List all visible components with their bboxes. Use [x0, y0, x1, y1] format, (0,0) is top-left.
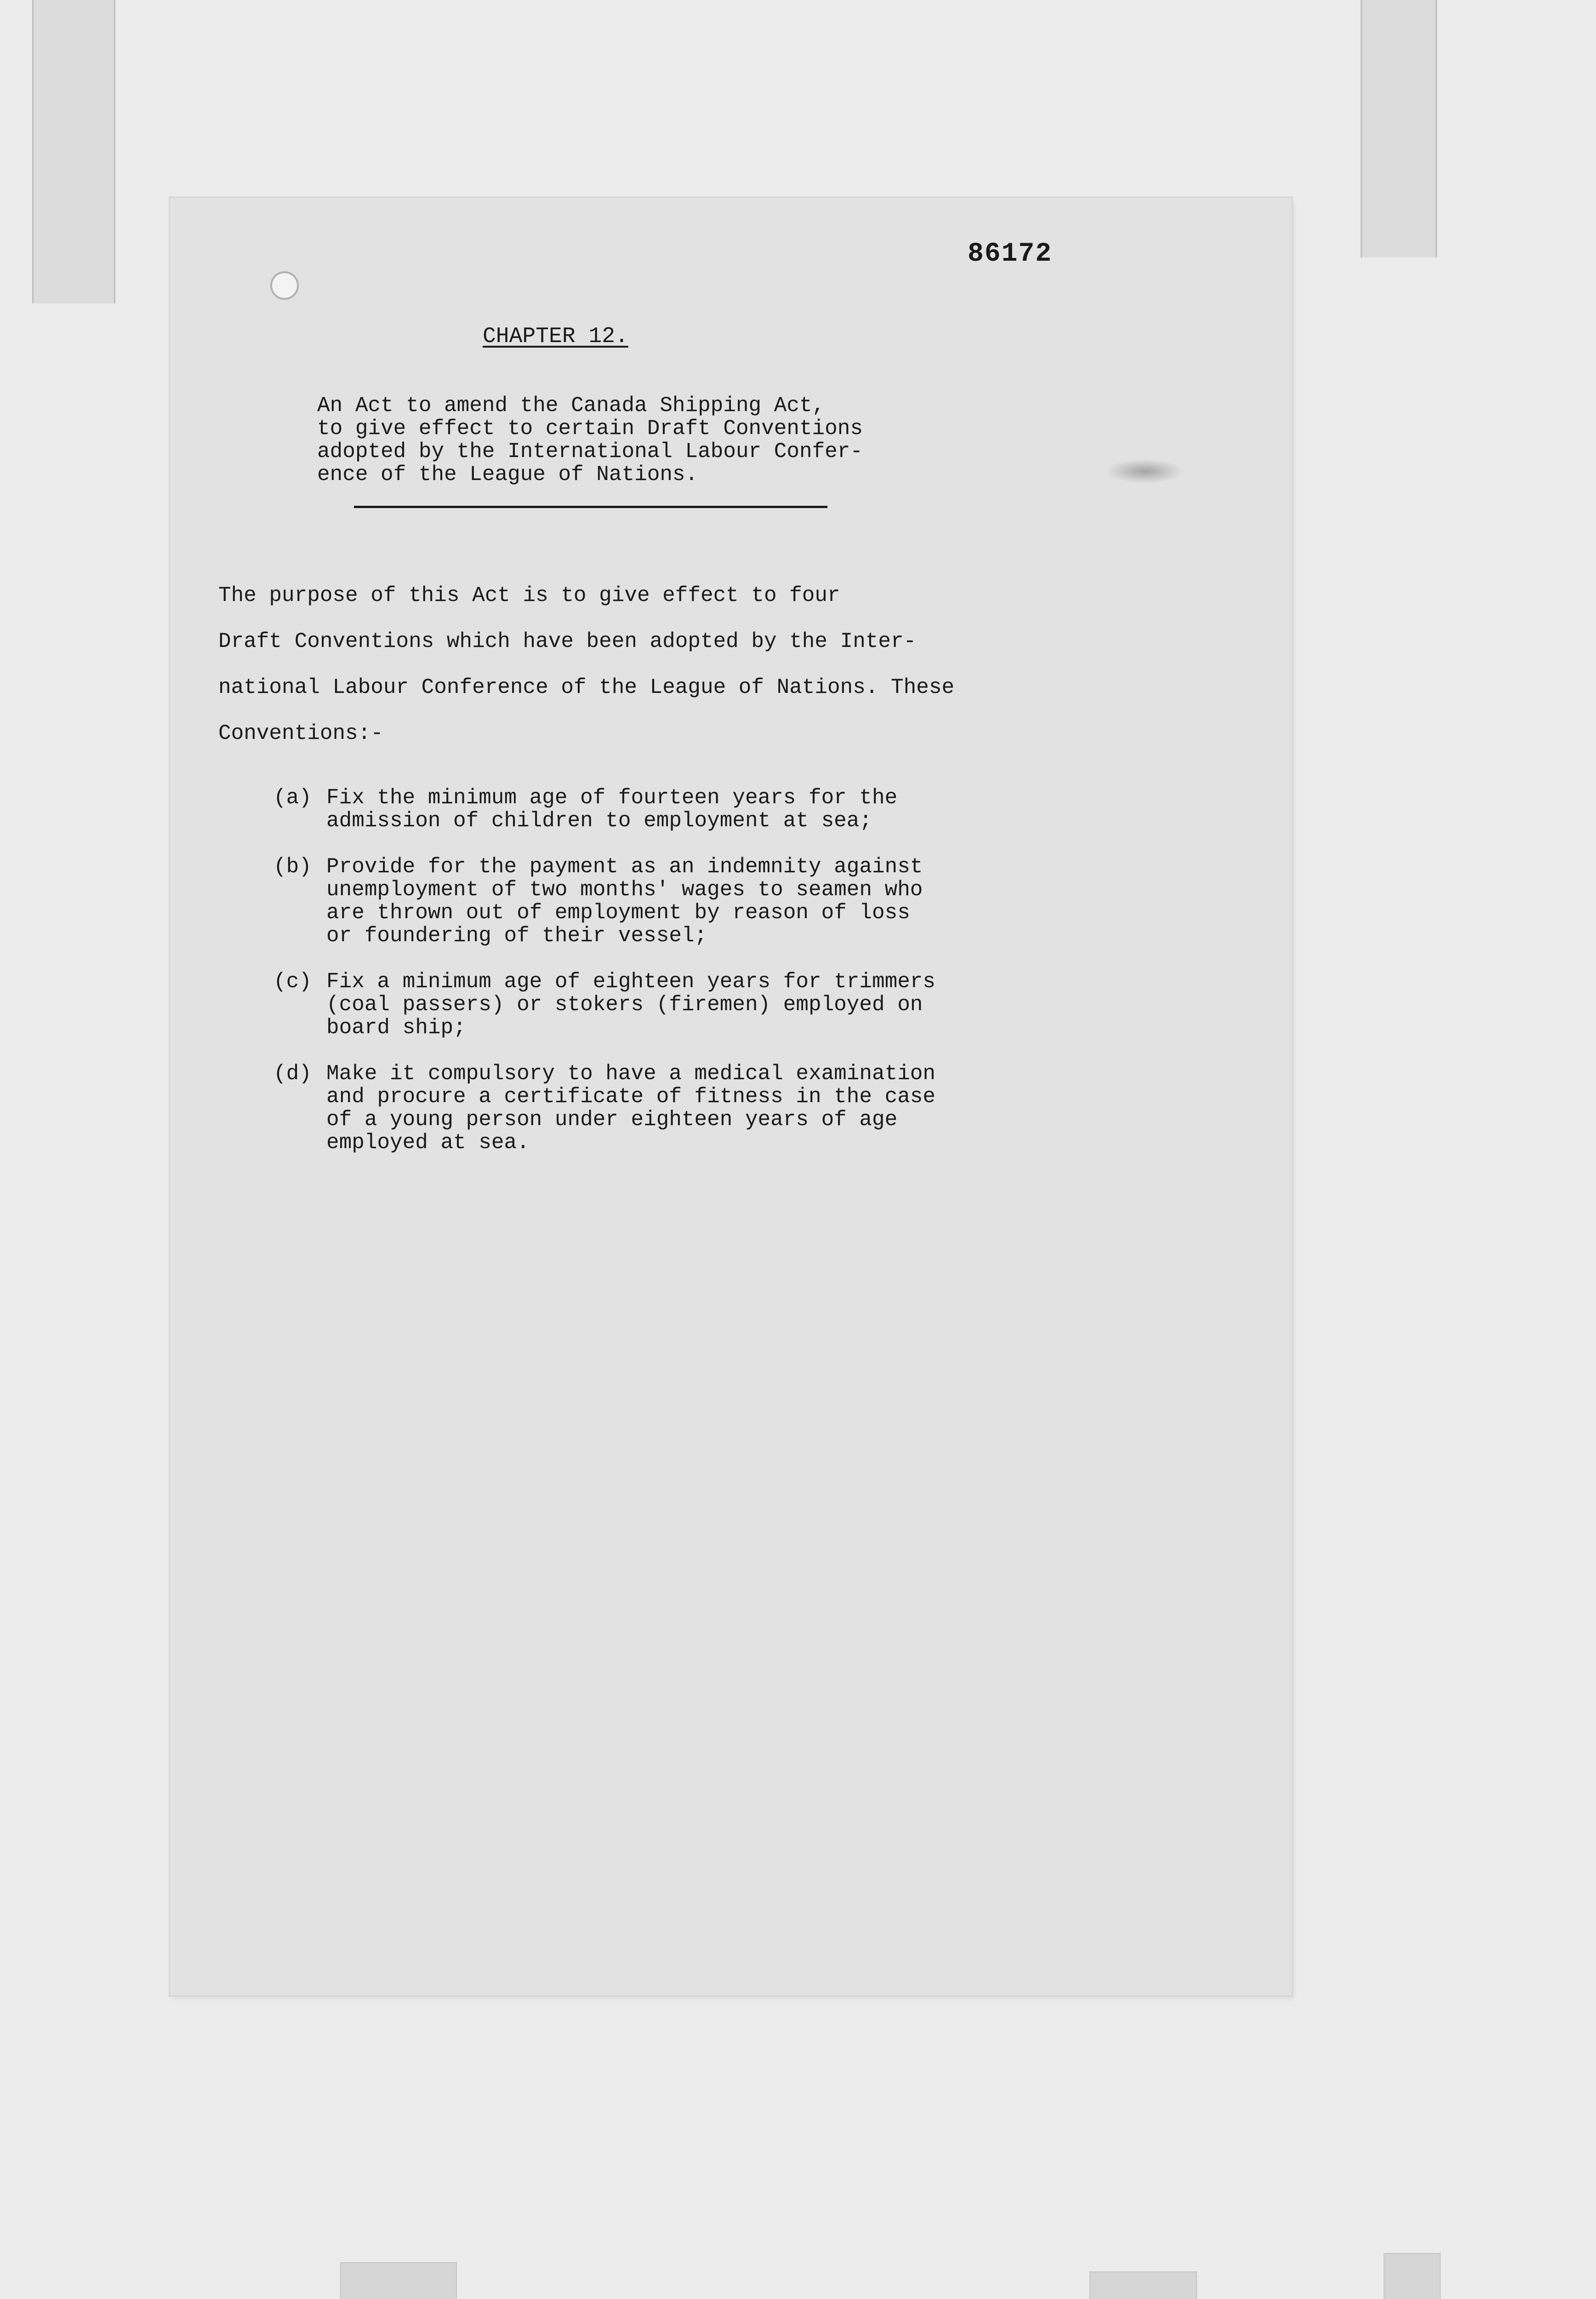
list-item — [274, 1062, 1055, 1154]
tape-strip — [340, 2262, 457, 2299]
film-tape-top-left — [32, 0, 115, 303]
list-item — [274, 786, 1055, 832]
punch-hole — [270, 271, 299, 300]
list-item-text: Fix a minimum age of eighteen years for trimmers (coal passers) or stokers (firemen) employed on board ship; — [326, 970, 936, 1040]
tape-strip — [1089, 2271, 1197, 2299]
chapter-title: CHAPTER 12. — [483, 324, 628, 349]
tape-strip — [1384, 2253, 1441, 2299]
title-divider — [354, 506, 827, 508]
list-item-text: Fix the minimum age of fourteen years for the admission of children to employment at sea; — [326, 786, 898, 833]
list-item-marker: (b) — [274, 855, 312, 879]
film-tape-top-right — [1361, 0, 1437, 257]
purpose-paragraph: The purpose of this Act is to give effect to four Draft Conventions which have been adopted by the Inter- national Labour Conference of the League of Nations. These Conventions:- — [218, 583, 955, 745]
list-item-marker: (a) — [274, 786, 312, 810]
list-item-text: Provide for the payment as an indemnity against unemployment of two months' wages to seamen who are thrown out of employment by reason of loss or foundering of their vessel; — [326, 855, 923, 948]
act-summary: An Act to amend the Canada Shipping Act, to give effect to certain Draft Conventions adopted by the International Labour Confer- ence of the League of Nations. — [317, 394, 863, 486]
ink-smudge — [1108, 460, 1181, 483]
conventions-list — [274, 786, 1055, 1177]
page-number: 86172 — [968, 239, 1053, 269]
list-item — [274, 855, 1055, 947]
list-item-marker: (c) — [274, 970, 312, 994]
list-item — [274, 970, 1055, 1039]
list-item-marker: (d) — [274, 1062, 312, 1086]
list-item-text: Make it compulsory to have a medical examination and procure a certificate of fitness in the case of a young person under eighteen years of age employed at sea. — [326, 1062, 936, 1155]
